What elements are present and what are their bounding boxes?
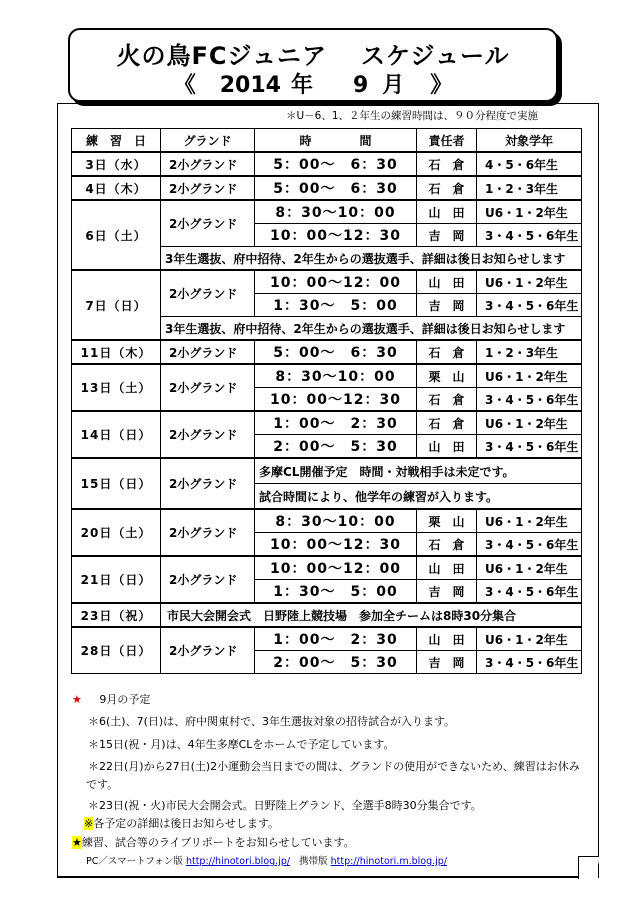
table-row (72, 509, 582, 533)
row-note: 多摩CL開催予定 時間・対戦相手は未定です。 (255, 458, 582, 484)
row-ground: 2小グランド (161, 627, 255, 674)
row-coach: 吉 岡 (417, 580, 477, 604)
row-time: 8：30～10：00 (255, 364, 417, 388)
row-grade: U6・1・2年生 (477, 411, 582, 435)
title-schedule: スケジュール (360, 42, 510, 70)
row-note: 市民大会開会式 日野陸上競技場 参加全チームは8時30分集合 (161, 603, 582, 627)
page-frame-bottom (57, 876, 579, 878)
row-ground: 2小グランド (161, 411, 255, 458)
row-grade: U6・1・2年生 (477, 509, 582, 533)
table-row (72, 364, 582, 388)
title-team: 火の鳥FCジュニア (116, 42, 327, 70)
row-ground: 2小グランド (161, 270, 255, 317)
row-ground: 2小グランド (161, 509, 255, 556)
row-grade: U6・1・2年生 (477, 556, 582, 580)
row-coach: 石 倉 (417, 176, 477, 200)
schedule-table (71, 128, 582, 674)
row-coach: 山 田 (417, 627, 477, 651)
row-grade: 3・4・5・6年生 (477, 580, 582, 604)
row-grade: 3・4・5・6年生 (477, 294, 582, 317)
row-time: 5：00～ 6：30 (255, 340, 417, 364)
title-rbracket: 》 (430, 73, 453, 98)
table-row (72, 556, 582, 580)
row-coach: 山 田 (417, 200, 477, 224)
row-ground: 2小グランド (161, 364, 255, 411)
row-date: 11日（木） (72, 340, 161, 364)
title-box (68, 28, 558, 102)
row-coach: 吉 岡 (417, 651, 477, 674)
row-coach: 栗 山 (417, 509, 477, 533)
note-text: 練習、試合等のライブリポートをお知らせしています。 (81, 836, 355, 849)
row-date: 14日（日） (72, 411, 161, 458)
header-time: 時 間 (255, 129, 417, 153)
row-time: 1：30～ 5：00 (255, 580, 417, 604)
row-grade: 3・4・5・6年生 (477, 533, 582, 557)
row-date: 21日（日） (72, 556, 161, 603)
row-coach: 吉 岡 (417, 294, 477, 317)
row-grade: 3・4・5・6年生 (477, 435, 582, 459)
star-icon: ★ (72, 836, 82, 849)
table-header (72, 129, 582, 153)
row-coach: 山 田 (417, 556, 477, 580)
row-coach: 石 倉 (417, 411, 477, 435)
row-time: 1：00～ 2：30 (255, 411, 417, 435)
table-row (72, 458, 582, 484)
row-coach: 石 倉 (417, 533, 477, 557)
row-grade: 1・2・3年生 (477, 176, 582, 200)
note-item: です。 (86, 778, 119, 791)
row-coach: 石 倉 (417, 340, 477, 364)
row-coach: 吉 岡 (417, 224, 477, 247)
row-note: 3年生選抜、府中招待、2年生からの選抜選手、詳細は後日お知らせします (161, 247, 582, 271)
table-row (72, 603, 582, 627)
title-tsuki: 月 (382, 73, 405, 98)
note-item: ＊6(土)、7(日)は、府中関東村で、3年生選抜対象の招待試合が入ります。 (88, 715, 456, 728)
row-coach: 栗 山 (417, 364, 477, 388)
row-ground: 2小グランド (161, 340, 255, 364)
row-grade: U6・1・2年生 (477, 270, 582, 294)
table-row (72, 270, 582, 294)
star-icon: ★ (72, 693, 82, 706)
row-date: 6日（土） (72, 200, 161, 270)
title-month-num: 9 (352, 73, 369, 98)
table-row (72, 152, 582, 176)
title-nen: 年 (290, 73, 313, 98)
row-date: 7日（日） (72, 270, 161, 340)
row-grade: 3・4・5・6年生 (477, 224, 582, 247)
row-ground: 2小グランド (161, 176, 255, 200)
table-row (72, 627, 582, 651)
row-time: 1：00～ 2：30 (255, 627, 417, 651)
row-date: 4日（木） (72, 176, 161, 200)
row-date: 20日（土） (72, 509, 161, 556)
note-item: ＊15日(祝・月)は、4年生多摩CLをホームで予定しています。 (88, 738, 395, 751)
row-date: 28日（日） (72, 627, 161, 674)
mobile-label: 携帯版 (299, 856, 328, 867)
row-coach: 山 田 (417, 435, 477, 459)
header-grade: 対象学年 (477, 129, 582, 153)
row-time: 5：00～ 6：30 (255, 176, 417, 200)
notes-heading-line (72, 691, 150, 707)
title-lbracket: 《 (173, 73, 196, 98)
row-coach: 石 倉 (417, 388, 477, 412)
row-time: 10：00～12：00 (255, 270, 417, 294)
pc-blog-link[interactable]: http://hinotori.blog.jp/ (185, 856, 291, 867)
row-time: 10：00～12：30 (255, 533, 417, 557)
table-row (72, 200, 582, 224)
row-note: 試合時間により、他学年の練習が入ります。 (255, 484, 582, 510)
row-date: 3日（水） (72, 152, 161, 176)
note-text: 各予定の詳細は後日お知らせします。 (93, 817, 280, 830)
row-time: 5：00～ 6：30 (255, 152, 417, 176)
note-item: ＊22日(月)から27日(土)2小運動会当日までの間は、グランドの使用ができないため、練習はお休み (88, 760, 580, 773)
row-grade: U6・1・2年生 (477, 364, 582, 388)
row-ground: 2小グランド (161, 458, 255, 509)
row-grade: 3・4・5・6年生 (477, 388, 582, 412)
row-note: 3年生選抜、府中招待、2年生からの選抜選手、詳細は後日お知らせします (161, 317, 582, 341)
note-item: ＊23日(祝・火)市民大会開会式。日野陸上グランド、全選手8時30分集合です。 (88, 799, 482, 812)
row-time: 2：00～ 5：30 (255, 651, 417, 674)
row-coach: 石 倉 (417, 152, 477, 176)
row-coach: 山 田 (417, 270, 477, 294)
title-line1 (70, 36, 556, 71)
blog-links (86, 853, 447, 867)
row-ground: 2小グランド (161, 556, 255, 603)
row-grade: 4・5・6年生 (477, 152, 582, 176)
row-grade: U6・1・2年生 (477, 627, 582, 651)
row-grade: U6・1・2年生 (477, 200, 582, 224)
table-row (72, 411, 582, 435)
kome-mark: ※ (84, 817, 94, 830)
row-time: 10：00～12：30 (255, 224, 417, 247)
row-time: 1：30～ 5：00 (255, 294, 417, 317)
row-time: 8：30～10：00 (255, 509, 417, 533)
row-grade: 1・2・3年生 (477, 340, 582, 364)
row-grade: 3・4・5・6年生 (477, 651, 582, 674)
header-date: 練 習 日 (72, 129, 161, 153)
row-ground: 2小グランド (161, 200, 255, 247)
row-date: 23日（祝） (72, 603, 161, 627)
table-row (72, 340, 582, 364)
notes-heading: 9月の予定 (99, 693, 151, 706)
row-date: 13日（土） (72, 364, 161, 411)
title-year: 2014 (219, 73, 281, 98)
note-item (72, 834, 355, 850)
pc-label: PC／スマートフォン版 (86, 856, 183, 867)
row-time: 10：00～12：30 (255, 388, 417, 412)
row-time: 10：00～12：00 (255, 556, 417, 580)
mobile-blog-link[interactable]: http://hinotori.m.blog.jp/ (330, 856, 448, 867)
row-time: 8：30～10：00 (255, 200, 417, 224)
row-date: 15日（日） (72, 458, 161, 509)
row-ground: 2小グランド (161, 152, 255, 176)
title-month (70, 68, 556, 99)
header-ground: グランド (161, 129, 255, 153)
table-row (72, 176, 582, 200)
note-item (84, 815, 279, 831)
header-coach: 責任者 (417, 129, 477, 153)
row-time: 2：00～ 5：30 (255, 435, 417, 459)
practice-time-note: ＊U－6、1、２年生の練習時間は、９０分程度で実施 (286, 110, 539, 122)
